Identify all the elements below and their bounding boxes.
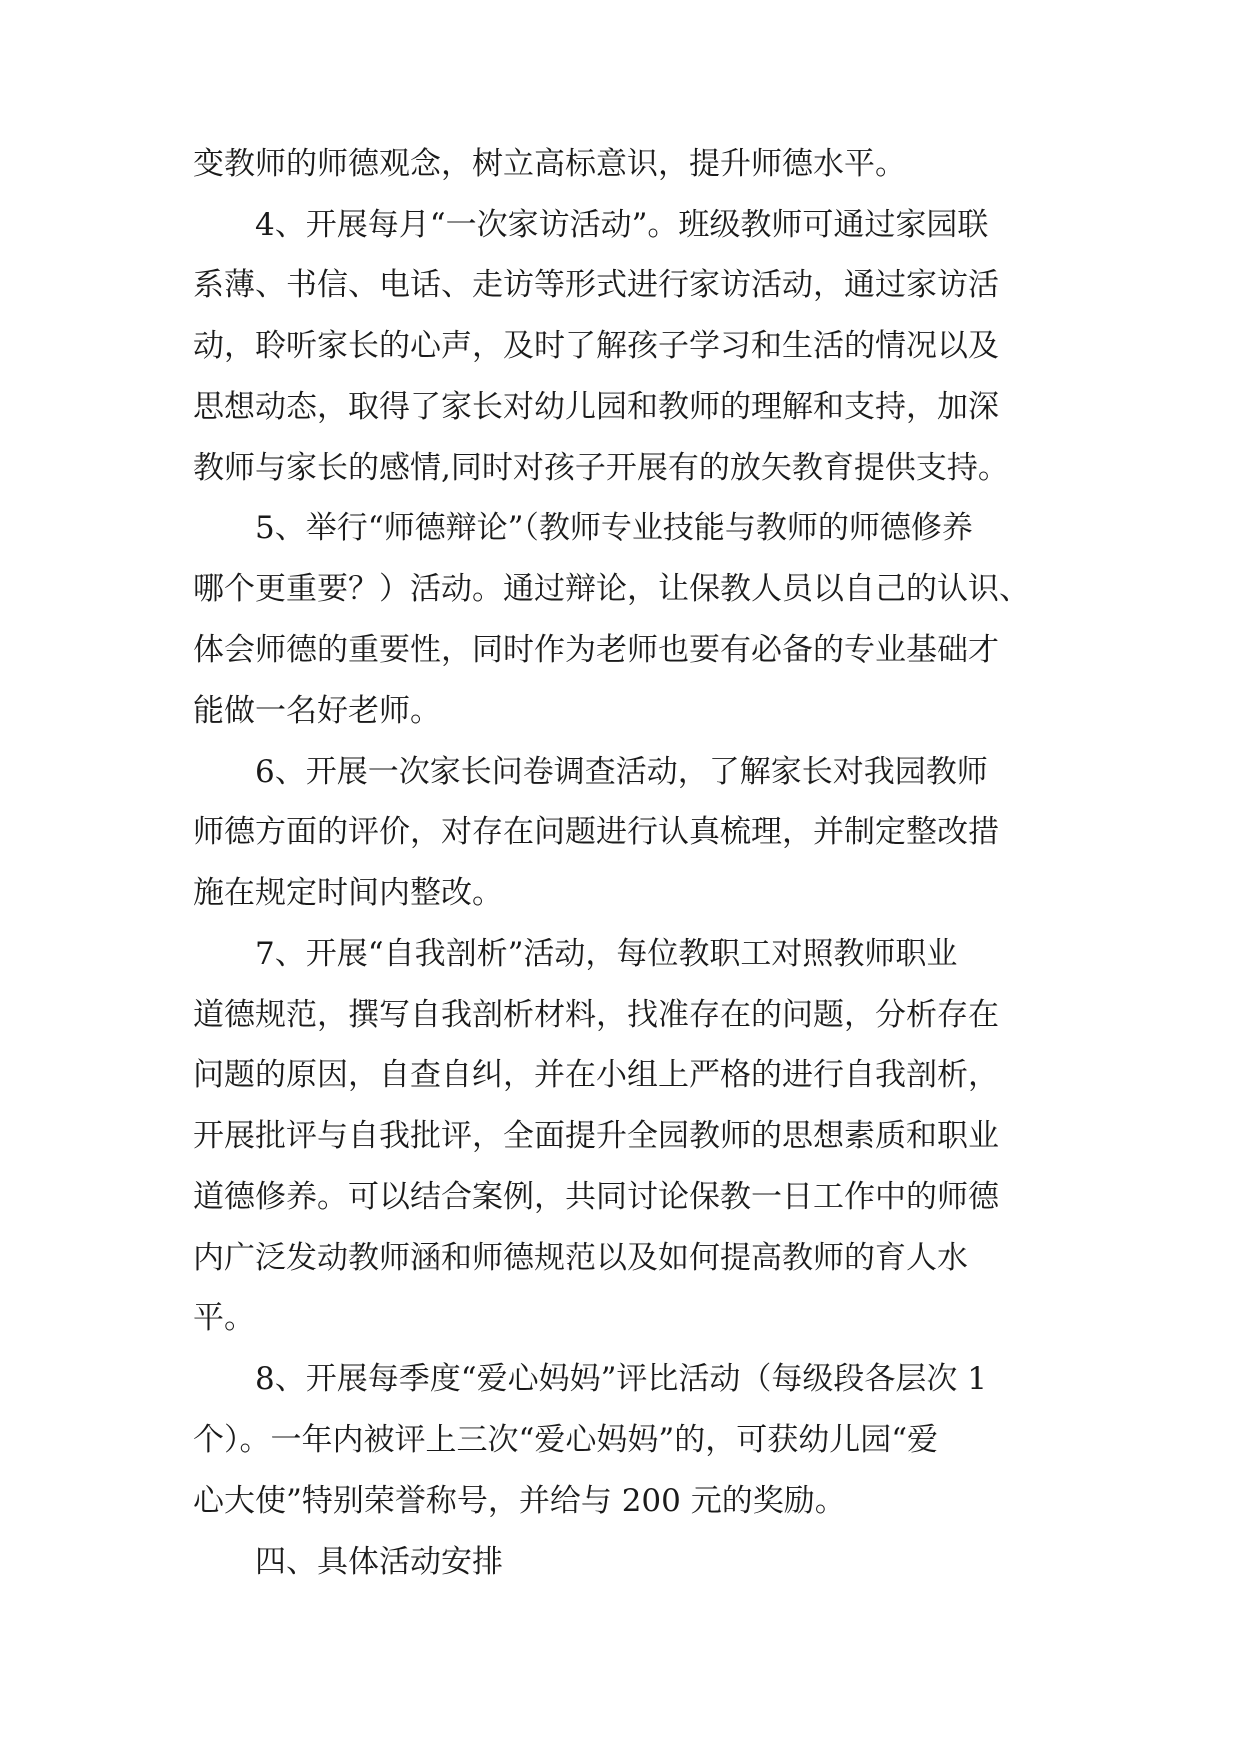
text-line: 师德方面的评价，对存在问题进行认真梳理，并制定整改措 [193, 814, 999, 850]
text-line: 动，聆听家长的心声，及时了解孩子学习和生活的情况以及 [193, 328, 999, 364]
text-line: 5、举行“师德辩论”（教师专业技能与教师的师德修养 [255, 510, 973, 546]
text-line: 问题的原因，自查自纠，并在小组上严格的进行自我剖析， [193, 1057, 999, 1093]
text-line: 道德规范，撰写自我剖析材料，找准存在的问题，分析存在 [193, 997, 999, 1033]
text-line: 4、开展每月“一次家访活动”。班级教师可通过家园联 [255, 207, 989, 243]
text-line: 个）。一年内被评上三次“爱心妈妈”的，可获幼儿园“爱 [193, 1422, 939, 1458]
text-line: 能做一名好老师。 [193, 693, 441, 729]
text-line: 内广泛发动教师涵和师德规范以及如何提高教师的育人水 [193, 1240, 968, 1276]
text-line: 8、开展每季度“爱心妈妈”评比活动（每级段各层次 1 [255, 1361, 987, 1397]
text-line: 心大使”特别荣誉称号，并给与 200 元的奖励。 [193, 1483, 846, 1519]
text-line: 系薄、书信、电话、走访等形式进行家访活动，通过家访活 [193, 267, 999, 303]
text-line: 变教师的师德观念，树立高标意识，提升师德水平。 [193, 146, 906, 182]
text-line: 体会师德的重要性，同时作为老师也要有必备的专业基础才 [193, 632, 999, 668]
text-line: 哪个更重要？）活动。通过辩论，让保教人员以自己的认识、 [193, 571, 1030, 607]
text-line: 施在规定时间内整改。 [193, 875, 503, 911]
text-line: 7、开展“自我剖析”活动，每位教职工对照教师职业 [255, 936, 958, 972]
text-line: 平。 [193, 1300, 255, 1336]
text-line: 开展批评与自我批评，全面提升全园教师的思想素质和职业 [193, 1118, 999, 1154]
text-line: 道德修养。可以结合案例，共同讨论保教一日工作中的师德 [193, 1179, 999, 1215]
text-line: 教师与家长的感情,同时对孩子开展有的放矢教育提供支持。 [193, 450, 1009, 486]
text-line: 6、开展一次家长问卷调查活动，了解家长对我园教师 [255, 754, 988, 790]
text-line: 思想动态，取得了家长对幼儿园和教师的理解和支持，加深 [193, 389, 999, 425]
section-heading: 四、具体活动安排 [255, 1544, 503, 1580]
